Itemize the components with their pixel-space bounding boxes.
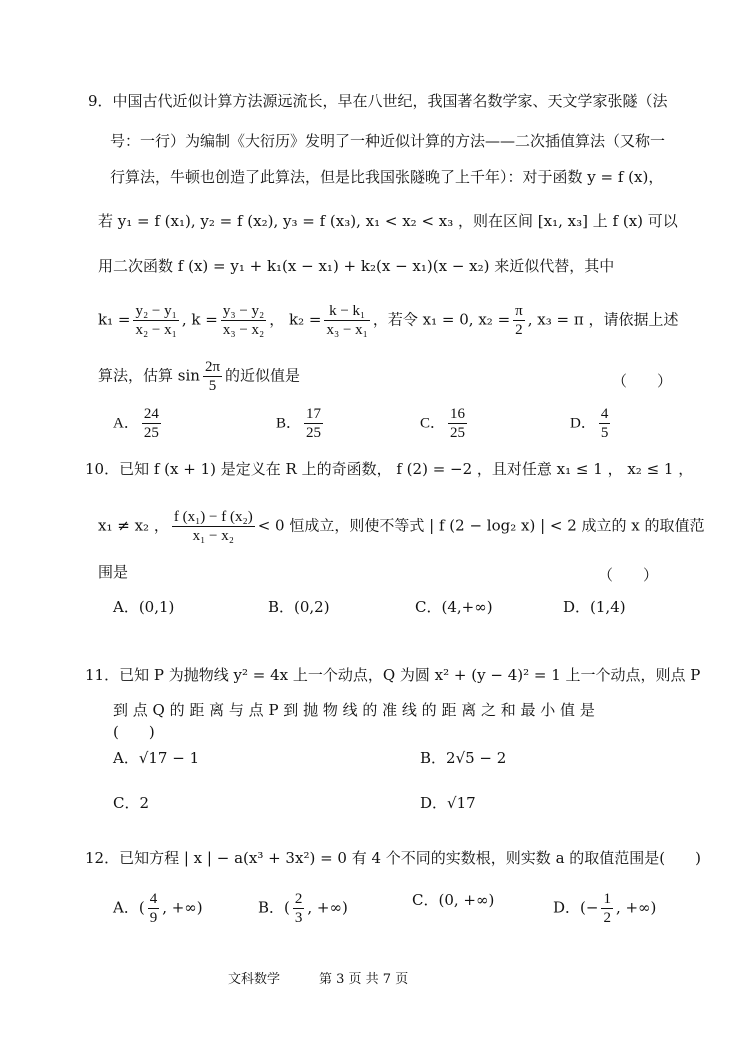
difference-numerator: f (x₁) − f (x₂) bbox=[173, 509, 253, 525]
option-numerator: 16 bbox=[450, 406, 466, 422]
option-denominator: 2 bbox=[603, 910, 611, 926]
k1-fraction bbox=[133, 302, 178, 339]
option-fraction bbox=[148, 890, 160, 927]
q10-option-b[interactable]: B．(0,2) bbox=[268, 598, 330, 616]
option-fraction bbox=[601, 890, 613, 927]
q9-line-5: 用二次函数 f (x) = y₁ + k₁(x − x₁) + k₂(x − x₁)(x − x₂) 来近似代替，其中 bbox=[98, 257, 615, 275]
difference-quotient-fraction bbox=[172, 508, 255, 545]
q10-option-d[interactable]: D．(1,4) bbox=[563, 598, 626, 616]
q9-answer-paren: （ ） bbox=[612, 372, 673, 390]
pi-denominator: 2 bbox=[515, 322, 523, 338]
k-numerator: y₃ − y₂ bbox=[222, 303, 265, 319]
q10-option-a[interactable]: A．(0,1) bbox=[113, 598, 175, 616]
option-fraction bbox=[304, 405, 323, 442]
k-denominator: x₃ − x₂ bbox=[222, 322, 265, 338]
option-numerator: 17 bbox=[306, 406, 322, 422]
k1-denominator: x₂ − x₁ bbox=[135, 322, 177, 338]
option-numerator: 2 bbox=[294, 891, 303, 907]
option-open-paren: ( bbox=[138, 898, 145, 917]
k2-label: ， k₂ = bbox=[269, 310, 322, 329]
two-pi-fifth-fraction bbox=[203, 358, 222, 395]
option-label: C． bbox=[412, 891, 439, 909]
q11-line-1: 11．已知 P 为抛物线 y² = 4x 上一个动点，Q 为圆 x² + (y − 4)² = 1 上一个动点，则点 P bbox=[85, 666, 701, 684]
q10-line-3: 围是 bbox=[98, 563, 129, 581]
option-label: B． bbox=[276, 415, 302, 432]
q9-line-2: 号：一行）为编制《大衍历》发明了一种近似计算的方法——二次插值算法（又称一 bbox=[110, 132, 666, 150]
q9-line-3: 行算法，牛顿也创造了此算法，但是比我国张隧晚了上千年）：对于函数 y = f (x)， bbox=[110, 168, 664, 186]
option-open-paren: (− bbox=[580, 898, 599, 917]
k-fraction bbox=[221, 302, 266, 339]
q12-option-a[interactable] bbox=[113, 890, 203, 927]
q9-line-1: 9．中国古代近似计算方法源远流长，早在八世纪，我国著名数学家、天文学家张隧（法 bbox=[88, 92, 668, 110]
k2-denominator: x₃ − x₁ bbox=[326, 322, 368, 338]
q12-option-c[interactable] bbox=[412, 890, 494, 910]
option-label: A． bbox=[113, 898, 139, 917]
k1-label: k₁ = bbox=[98, 310, 131, 329]
q12-option-b[interactable] bbox=[258, 890, 348, 927]
option-label: D． bbox=[570, 415, 596, 432]
x3-text: , x₃ = π ，请依据上述 bbox=[527, 310, 679, 329]
q11-line-2: 到 点 Q 的 距 离 与 点 P 到 抛 物 线 的 准 线 的 距 离 之 和 最 小 值 是 bbox=[113, 701, 595, 719]
q11-option-a[interactable]: A．√17 − 1 bbox=[113, 749, 200, 767]
option-fraction bbox=[599, 405, 611, 442]
q12-line-1: 12．已知方程 | x | − a(x³ + 3x²) = 0 有 4 个不同的实数根，则实数 a 的取值范围是( ) bbox=[85, 849, 701, 867]
option-denominator: 25 bbox=[450, 425, 466, 441]
q9-line-7 bbox=[98, 358, 300, 395]
q9-option-a[interactable] bbox=[113, 405, 164, 442]
estimate-text: 算法，估算 sin bbox=[98, 366, 200, 385]
k2-numerator: k − k₁ bbox=[324, 302, 369, 321]
option-label: B． bbox=[258, 898, 285, 917]
option-interval-end: , +∞) bbox=[162, 898, 203, 917]
q10-answer-paren: （ ） bbox=[598, 566, 659, 584]
x-not-equal-text: x₁ ≠ x₂ ， bbox=[98, 516, 169, 535]
q9-option-c[interactable] bbox=[420, 405, 470, 442]
approx-value-text: 的近似值是 bbox=[225, 366, 301, 385]
option-interval: (0, +∞) bbox=[438, 891, 495, 909]
option-numerator: 4 bbox=[600, 406, 609, 422]
option-numerator: 4 bbox=[149, 891, 158, 907]
option-interval-end: , +∞) bbox=[307, 898, 348, 917]
q11-option-b[interactable]: B．2√5 − 2 bbox=[420, 749, 507, 767]
q9-line-4: 若 y₁ = f (x₁), y₂ = f (x₂), y₃ = f (x₃), x₁ < x₂ < x₃ ，则在区间 [x₁, x₃] 上 f (x) 可以 bbox=[98, 212, 678, 230]
q11-option-c[interactable]: C．2 bbox=[113, 794, 150, 812]
q10-line-2 bbox=[98, 508, 705, 545]
k-label: , k = bbox=[181, 310, 218, 329]
q9-option-b[interactable] bbox=[276, 405, 326, 442]
option-label: D． bbox=[553, 898, 581, 917]
option-denominator: 3 bbox=[294, 910, 303, 926]
option-fraction bbox=[448, 405, 467, 442]
difference-denominator: x₁ − x₂ bbox=[192, 528, 234, 544]
q9-option-d[interactable] bbox=[570, 405, 613, 442]
option-denominator: 25 bbox=[306, 425, 322, 441]
q10-line-1: 10．已知 f (x + 1) 是定义在 R 上的奇函数， f (2) = −2 ，且对任意 x₁ ≤ 1 ， x₂ ≤ 1 ， bbox=[85, 460, 694, 478]
option-numerator: 24 bbox=[143, 406, 159, 422]
inequality-text: < 0 恒成立，则使不等式 | f (2 − log₂ x) | < 2 成立的 x 的取值范 bbox=[257, 516, 705, 535]
q11-answer-paren: ( ) bbox=[113, 723, 155, 741]
option-fraction bbox=[142, 405, 161, 442]
two-pi-numerator: 2π bbox=[204, 359, 221, 375]
pi-numerator: π bbox=[515, 303, 523, 319]
option-label: C． bbox=[420, 415, 446, 432]
option-numerator: 1 bbox=[603, 891, 611, 907]
option-interval-end: , +∞) bbox=[615, 898, 657, 917]
q12-option-d[interactable] bbox=[553, 890, 656, 927]
page-footer: 文科数学 第 3 页 共 7 页 bbox=[228, 972, 409, 987]
x-values-text: ，若令 x₁ = 0, x₂ = bbox=[372, 310, 511, 329]
k1-numerator: y₂ − y₁ bbox=[135, 303, 177, 319]
k2-fraction bbox=[324, 302, 369, 339]
five-denominator: 5 bbox=[208, 378, 217, 394]
option-open-paren: ( bbox=[284, 898, 290, 917]
option-denominator: 25 bbox=[143, 425, 159, 441]
q9-line-6 bbox=[98, 302, 678, 339]
option-label: A． bbox=[113, 415, 139, 432]
option-fraction bbox=[293, 890, 305, 927]
q10-option-c[interactable]: C．(4,+∞) bbox=[415, 598, 493, 616]
option-denominator: 9 bbox=[149, 910, 158, 926]
pi-half-fraction bbox=[513, 302, 525, 339]
option-denominator: 5 bbox=[600, 425, 609, 441]
q11-option-d[interactable]: D．√17 bbox=[420, 794, 476, 812]
